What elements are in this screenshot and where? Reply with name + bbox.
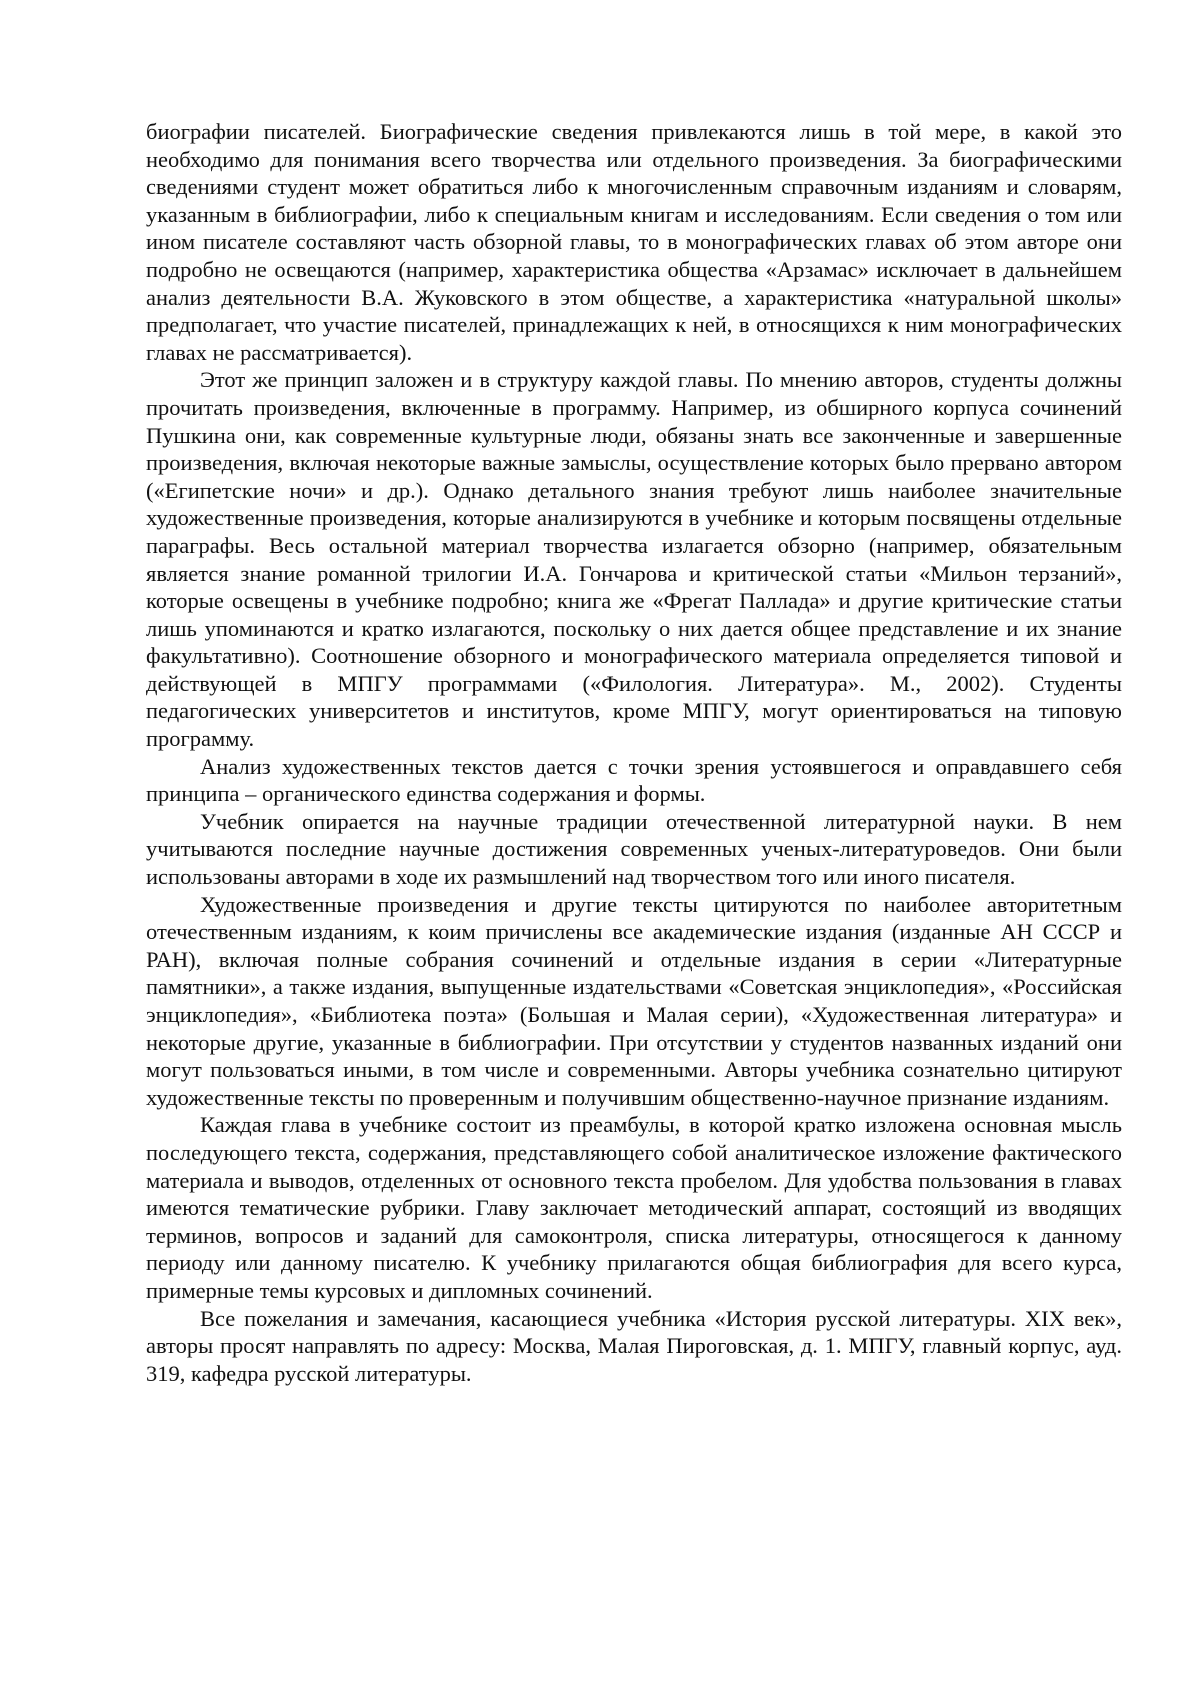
paragraph-contact: Все пожелания и замечания, касающиеся учебника «История русской литературы. XIX век», авторы просят направлять по адресу: Москва, Малая Пироговская, д. 1. МПГУ, главный корпус, ауд. 319, кафедра русской литературы. (146, 1305, 1122, 1386)
document-page (146, 118, 1122, 1387)
paragraph-chapter-structure: Каждая глава в учебнике состоит из преамбулы, в которой кратко изложена основная мысль последующего текста, содержания, представляющего собой аналитическое изложение фактического материала и выводов, отделенных от основного текста пробелом. Для удобства пользования в главах имеются тематические рубрики. Главу заключает методический аппарат, состоящий из вводящих терминов, вопросов и заданий для самоконтроля, списка литературы, относящегося к данному периоду или данному писателю. К учебнику прилагаются общая библиография для всего курса, примерные темы курсовых и дипломных сочинений. (146, 1112, 1122, 1303)
paragraph-continuation: биографии писателей. Биографические сведения привлекаются лишь в той мере, в какой это необходимо для понимания всего творчества или отдельного произведения. За биографическими сведениями студент может обратиться либо к многочисленным справочным изданиям и словарям, указанным в библиографии, либо к специальным книгам и исследованиям. Если сведения о том или ином писателе составляют часть обзорной главы, то в монографических главах об этом авторе они подробно не освещаются (например, характеристика общества «Арзамас» исключает в дальнейшем анализ деятельности В.А. Жуковского в этом обществе, а характеристика «натуральной школы» предполагает, что участие писателей, принадлежащих к ней, в относящихся к ним монографических главах не рассматривается). (146, 119, 1122, 365)
paragraph-traditions: Учебник опирается на научные традиции отечественной литературной науки. В нем учитываются последние научные достижения современных ученых-литературоведов. Они были использованы авторами в ходе их размышлений над творчеством того или иного писателя. (146, 808, 1122, 890)
paragraph-principle: Этот же принцип заложен и в структуру каждой главы. По мнению авторов, студенты должны прочитать произведения, включенные в программу. Например, из обширного корпуса сочинений Пушкина они, как современные культурные люди, обязаны знать все законченные и завершенные произведения, включая некоторые важные замыслы, осуществление которых было прервано автором («Египетские ночи» и др.). Однако детального знания требуют лишь наиболее значительные художественные произведения, которые анализируются в учебнике и которым посвящены отдельные параграфы. Весь остальной материал творчества излагается обзорно (например, обязательным является знание романной трилогии И.А. Гончарова и критической статьи «Мильон терзаний», которые освещены в учебнике подробно; книга же «Фрегат Паллада» и другие критические статьи лишь упоминаются и кратко излагаются, поскольку о них дается общее представление и их знание факультативно). Соотношение обзорного и монографического материала определяется типовой и действующей в МПГУ программами («Филология. Литература». М., 2002). Студенты педагогических университетов и институтов, кроме МПГУ, могут ориентироваться на типовую программу. (146, 367, 1122, 752)
paragraph-citations: Художественные произведения и другие тексты цитируются по наиболее авторитетным отечественным изданиям, к коим причислены все академические издания (изданные АН СССР и РАН), включая полные собрания сочинений и отдельные издания в серии «Литературные памятники», а также издания, выпущенные издательствами «Советская энциклопедия», «Российская энциклопедия», «Библиотека поэта» (Большая и Малая серии), «Художественная литература» и некоторые другие, указанные в библиографии. При отсутствии у студентов названных изданий они могут пользоваться иными, в том числе и современными. Авторы учебника сознательно цитируют художественные тексты по проверенным и получившим общественно-научное признание изданиям. (146, 891, 1122, 1110)
paragraph-analysis: Анализ художественных текстов дается с точки зрения устоявшегося и оправдавшего себя принципа – органического единства содержания и формы. (146, 753, 1122, 807)
